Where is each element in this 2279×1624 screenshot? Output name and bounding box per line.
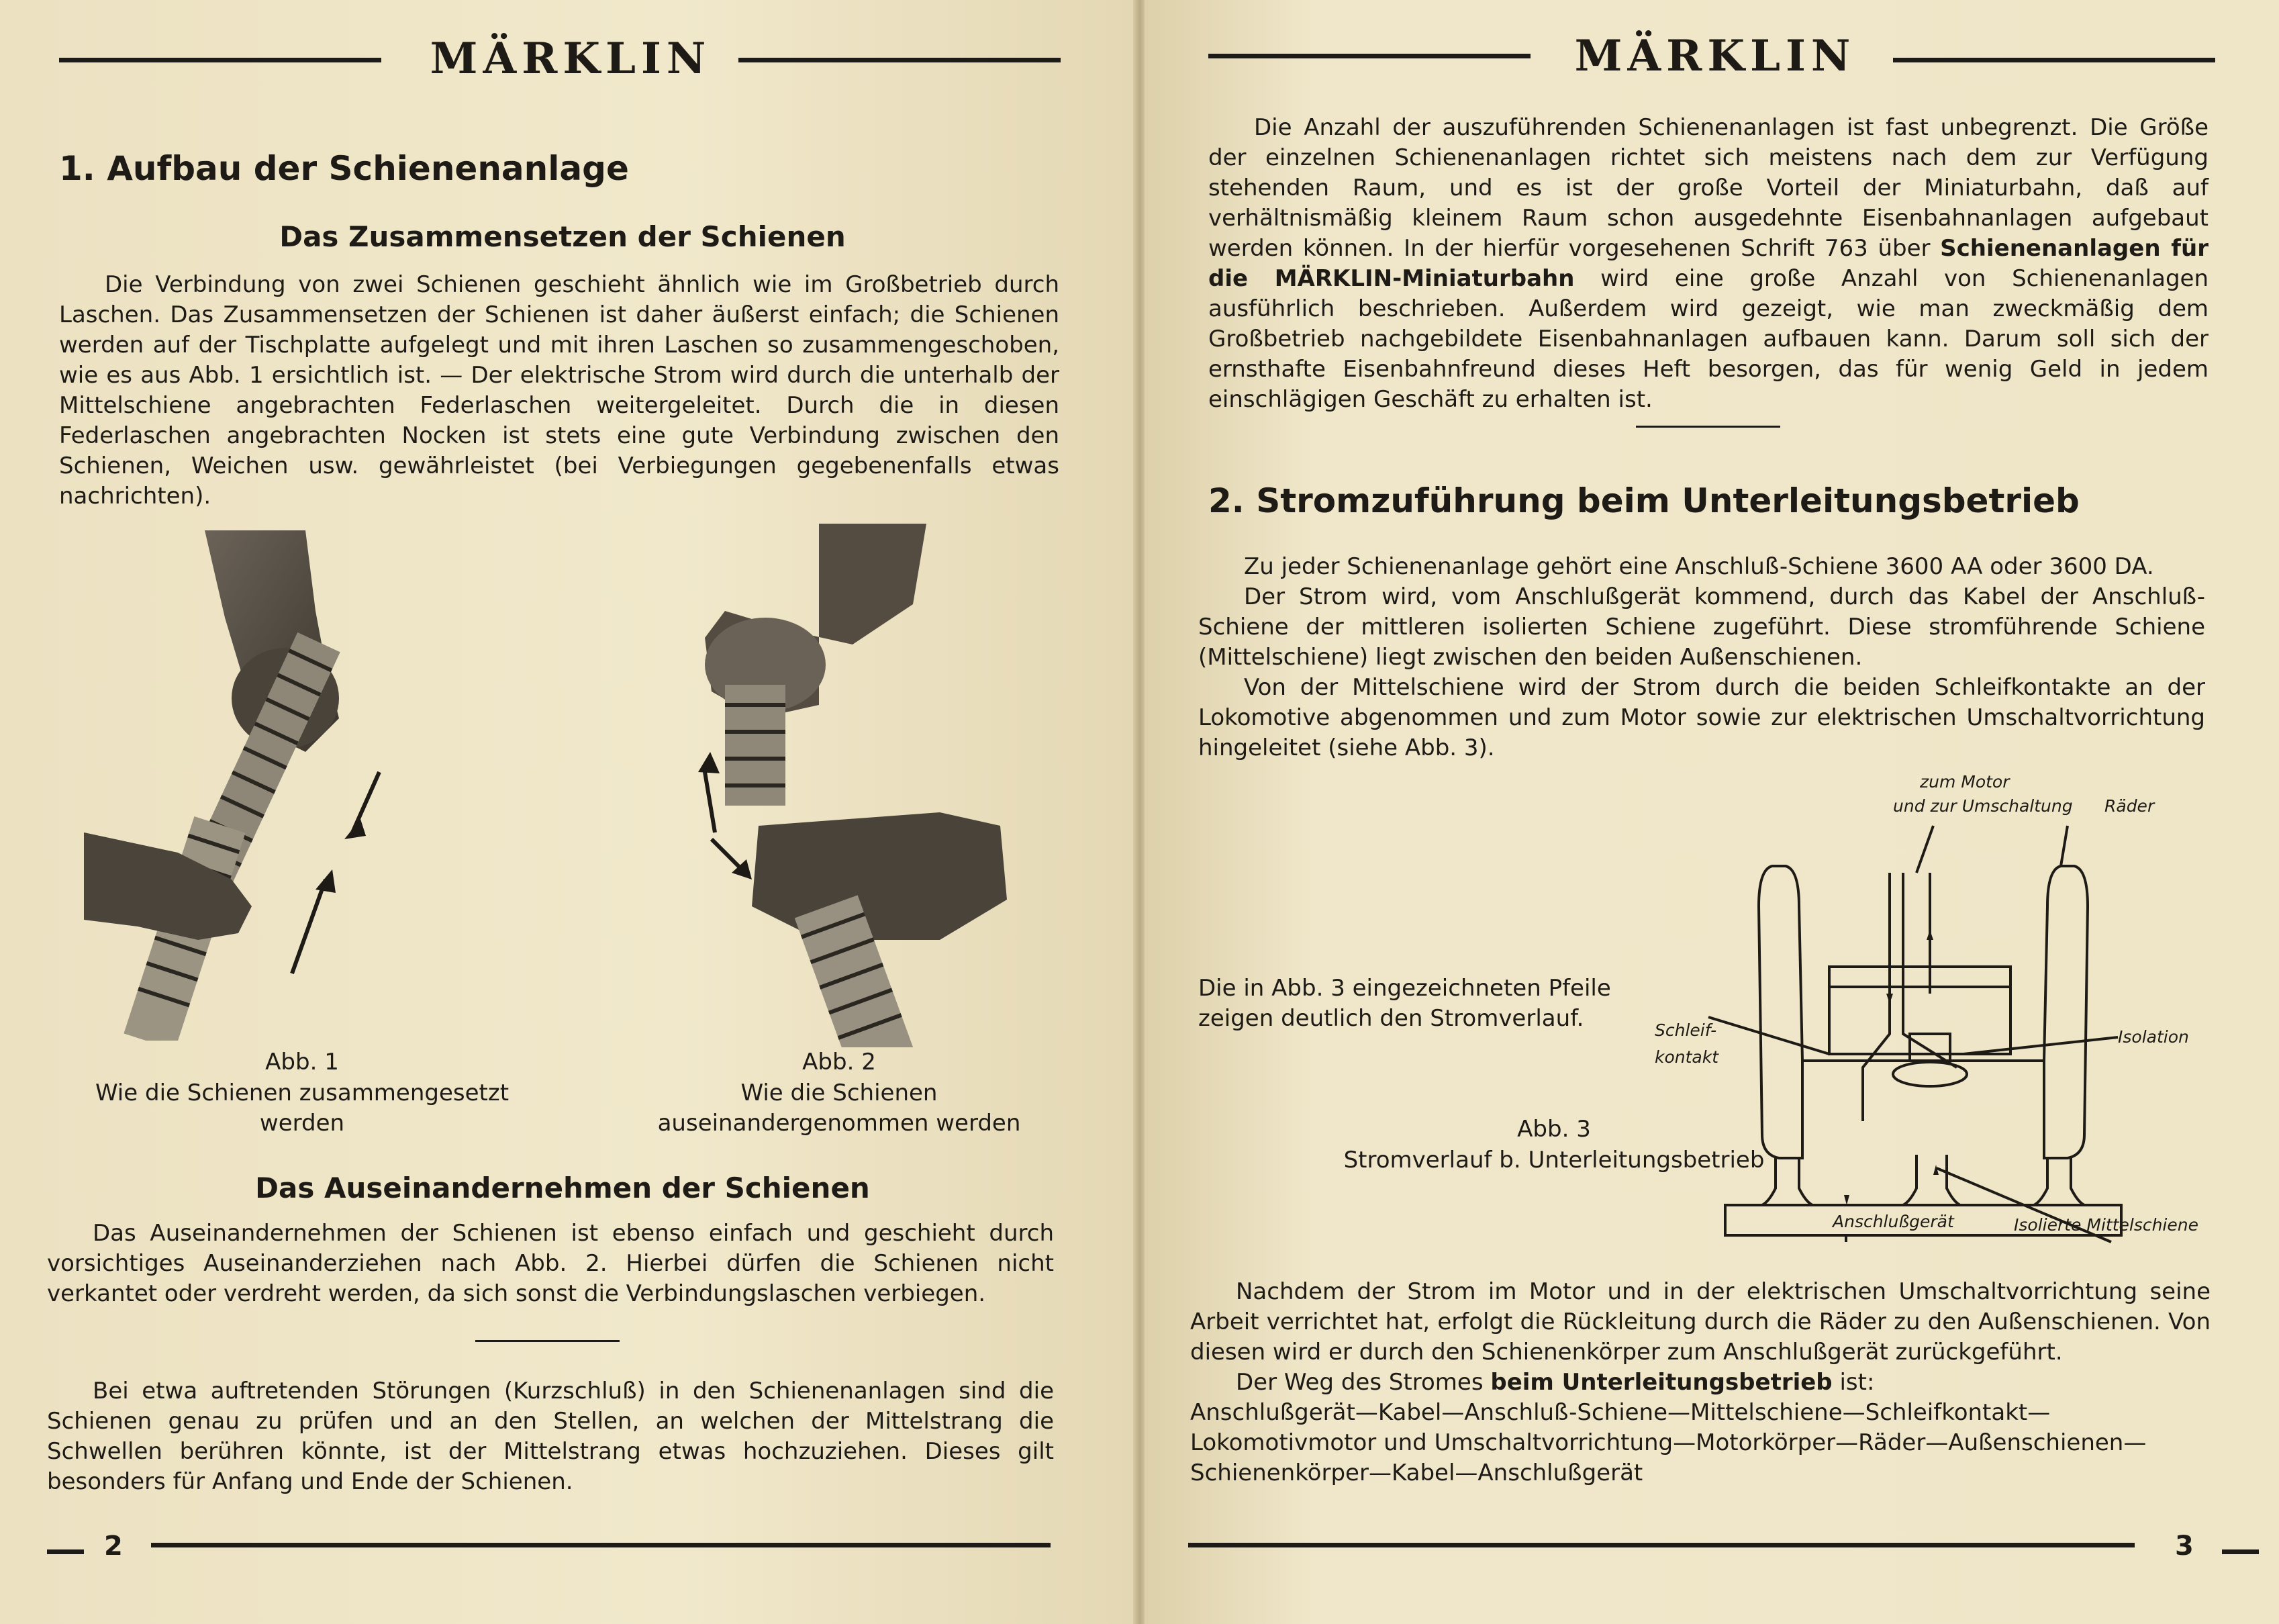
label-motor-line2: und zur Umschaltung bbox=[1893, 796, 2073, 816]
current-route-bold: beim Unterleitungsbetrieb bbox=[1490, 1369, 1833, 1396]
figure-2-label: Abb. 2 bbox=[802, 1049, 876, 1076]
current-flow-diagram bbox=[1695, 772, 2239, 1255]
hands-joining-tracks-illustration bbox=[84, 530, 420, 1041]
header-rule-left bbox=[1208, 54, 1531, 58]
section-heading: 1. Aufbau der Schienenanlage bbox=[59, 149, 629, 188]
subheading-disassembly: Das Auseinandernehmen der Schienen bbox=[255, 1172, 870, 1204]
assembly-text: Die Verbindung von zwei Schienen geschieht ähnlich wie im Großbetrieb durch Laschen. Das Zusammensetzen der Schienen ist daher äußerst einfach; die Schienen werden auf der Tischplatte aufgelegt und mit ihren Laschen so zusammengeschoben, wie es aus Abb. 1 ersichtlich ist. — Der elektrische Strom wird durch die unterhalb der Mittelschiene angebrachten Federlaschen weitergeleitet. Durch die in diesen Federlaschen angebrachten Nocken ist stets eine gute Verbindung zwischen den Schienen, Weichen usw. gewährleistet (bei Verbiegungen gegebenenfalls etwas nachrichten). bbox=[59, 271, 1059, 510]
label-isolation: Isolation bbox=[2118, 1027, 2189, 1047]
figure-2-caption: Wie die Schienen auseinandergenommen werden bbox=[657, 1080, 1021, 1137]
intro-text bbox=[1208, 113, 2209, 415]
right-page bbox=[1145, 0, 2279, 1624]
brand-logo: MÄRKLIN bbox=[430, 34, 712, 84]
disassembly-text: Das Auseinandernehmen der Schienen ist ebenso einfach und geschieht durch vorsichtiges Auseinanderziehen nach Abb. 2. Hierbei dürfen die Schienen nicht verkantet oder verdreht werden, da sich sonst die Verbindungslaschen verbiegen. bbox=[47, 1220, 1054, 1307]
section-heading: 2. Stromzuführung beim Unterleitungsbetrieb bbox=[1208, 481, 2080, 520]
label-contact-line2: kontakt bbox=[1655, 1047, 1719, 1067]
section-separator bbox=[1636, 426, 1780, 428]
assembly-paragraph bbox=[59, 270, 1059, 512]
power-supply-paragraphs bbox=[1198, 552, 2205, 763]
page-number-left: 2 bbox=[104, 1531, 123, 1562]
figure-2-photo bbox=[685, 524, 1014, 1047]
troubleshooting-paragraph bbox=[47, 1376, 1054, 1497]
return-path-text: Nachdem der Strom im Motor und in der elektrischen Umschaltvorrichtung seine Arbeit verrichtet hat, erfolgt die Rückleitung durch die Räder zu den Außenschienen. Von diesen wird er durch den Schienenkörper zum Anschlußgerät zurückgeführt. bbox=[1190, 1278, 2211, 1366]
label-middle-rail: Isolierte Mittelschiene bbox=[2014, 1215, 2198, 1235]
current-route-chain: Anschlußgerät—Kabel—Anschluß-Schiene—Mittelschiene—Schleifkontakt—Lokomotivmotor und Umschaltvorrichtung—Motorkörper—Räder—Außenschienen—Schienenkörper—Kabel—Anschlußgerät bbox=[1190, 1399, 2147, 1486]
figure-3-label: Abb. 3 bbox=[1517, 1116, 1591, 1143]
hands-separating-tracks-illustration bbox=[685, 524, 1014, 1047]
intro-text-a: Die Anzahl der auszuführenden Schienenanlagen ist fast unbegrenzt. Die Größe der einzelnen Schienenanlagen richtet sich meistens nach dem zur Verfügung stehenden Raum, und es ist der große Vorteil der Miniaturbahn, daß auf verhältnismäßig kleinem Raum schon ausgedehnte Eisenbahnanlagen aufgebaut werden können. In der hierfür vorgesehenen Schrift 763 über bbox=[1208, 114, 2209, 262]
disassembly-paragraph bbox=[47, 1219, 1054, 1309]
header-rule-right bbox=[738, 58, 1061, 62]
intro-text-b: wird eine große Anzahl von Schienenanlagen ausführlich beschrieben. Außerdem wird gezeigt, wie man zweckmäßig dem Großbetrieb nachgebildete Eisenbahnanlagen aufbauen kann. Darum soll sich der ernsthafte Eisenbahnfreund dieses Heft besorgen, das für wenig Geld in jedem einschlägigen Geschäft zu erhalten ist. bbox=[1208, 265, 2209, 413]
current-route-intro bbox=[1190, 1368, 2211, 1398]
footer-rule-left bbox=[151, 1543, 1051, 1547]
troubleshooting-text: Bei etwa auftretenden Störungen (Kurzschluß) in den Schienenanlagen sind die Schienen genau zu prüfen und an den Stellen, an welchen der Mittelstrang die Schwellen berühren könnte, ist der Mittelstrang etwas hochzuziehen. Dieses gilt besonders für Anfang und Ende der Schienen. bbox=[47, 1378, 1054, 1495]
figure-3-caption: Stromverlauf b. Unterleitungsbetrieb bbox=[1343, 1147, 1765, 1174]
header-rule-left bbox=[59, 58, 381, 62]
brand-logo: MÄRKLIN bbox=[1574, 31, 1856, 81]
section-separator bbox=[475, 1340, 620, 1342]
intro-paragraph bbox=[1208, 113, 2209, 415]
figure-1-photo bbox=[84, 530, 420, 1041]
figure-1-label: Abb. 1 bbox=[265, 1049, 339, 1076]
connection-track-text: Zu jeder Schienenanlage gehört eine Anschluß-Schiene 3600 AA oder 3600 DA. bbox=[1244, 553, 2154, 580]
sliding-contact-text: Von der Mittelschiene wird der Strom durch die beiden Schleifkontakte an der Lokomotive abgenommen und zum Motor sowie zur elektrischen Umschaltvorrichtung hingeleitet (siehe Abb. 3). bbox=[1198, 674, 2205, 761]
footer-dash-right bbox=[2222, 1549, 2259, 1554]
intro-text-bold: Schienenanlagen für die MÄRKLIN-Miniaturbahn bbox=[1208, 235, 2209, 292]
footer-dash-left bbox=[47, 1549, 84, 1554]
current-path-text: Der Strom wird, vom Anschlußgerät kommend, durch das Kabel der Anschluß-Schiene der mittleren isolierten Schiene zugeführt. Diese stromführende Schiene (Mittelschiene) liegt zwischen den beiden Außenschienen. bbox=[1198, 583, 2205, 671]
footer-rule-right bbox=[1188, 1543, 2135, 1547]
label-connection-device: Anschlußgerät bbox=[1833, 1212, 1954, 1231]
figure-1-caption: Wie die Schienen zusammengesetzt werden bbox=[95, 1080, 510, 1137]
left-page bbox=[0, 0, 1134, 1624]
header-rule-right bbox=[1893, 58, 2215, 62]
diagram-side-note: Die in Abb. 3 eingezeichneten Pfeile zeigen deutlich den Stromverlauf. bbox=[1198, 975, 1611, 1032]
label-contact-line1: Schleif- bbox=[1655, 1020, 1717, 1040]
page-number-right: 3 bbox=[2175, 1531, 2194, 1562]
label-wheels: Räder bbox=[2104, 796, 2155, 816]
current-route-a: Der Weg des Stromes bbox=[1236, 1369, 1491, 1396]
subheading-assembly: Das Zusammensetzen der Schienen bbox=[279, 220, 846, 253]
current-route-b: ist: bbox=[1832, 1369, 1875, 1396]
label-motor-line1: zum Motor bbox=[1920, 772, 2010, 792]
return-path-paragraphs bbox=[1190, 1277, 2211, 1488]
figure-3-diagram bbox=[1655, 772, 2239, 1255]
